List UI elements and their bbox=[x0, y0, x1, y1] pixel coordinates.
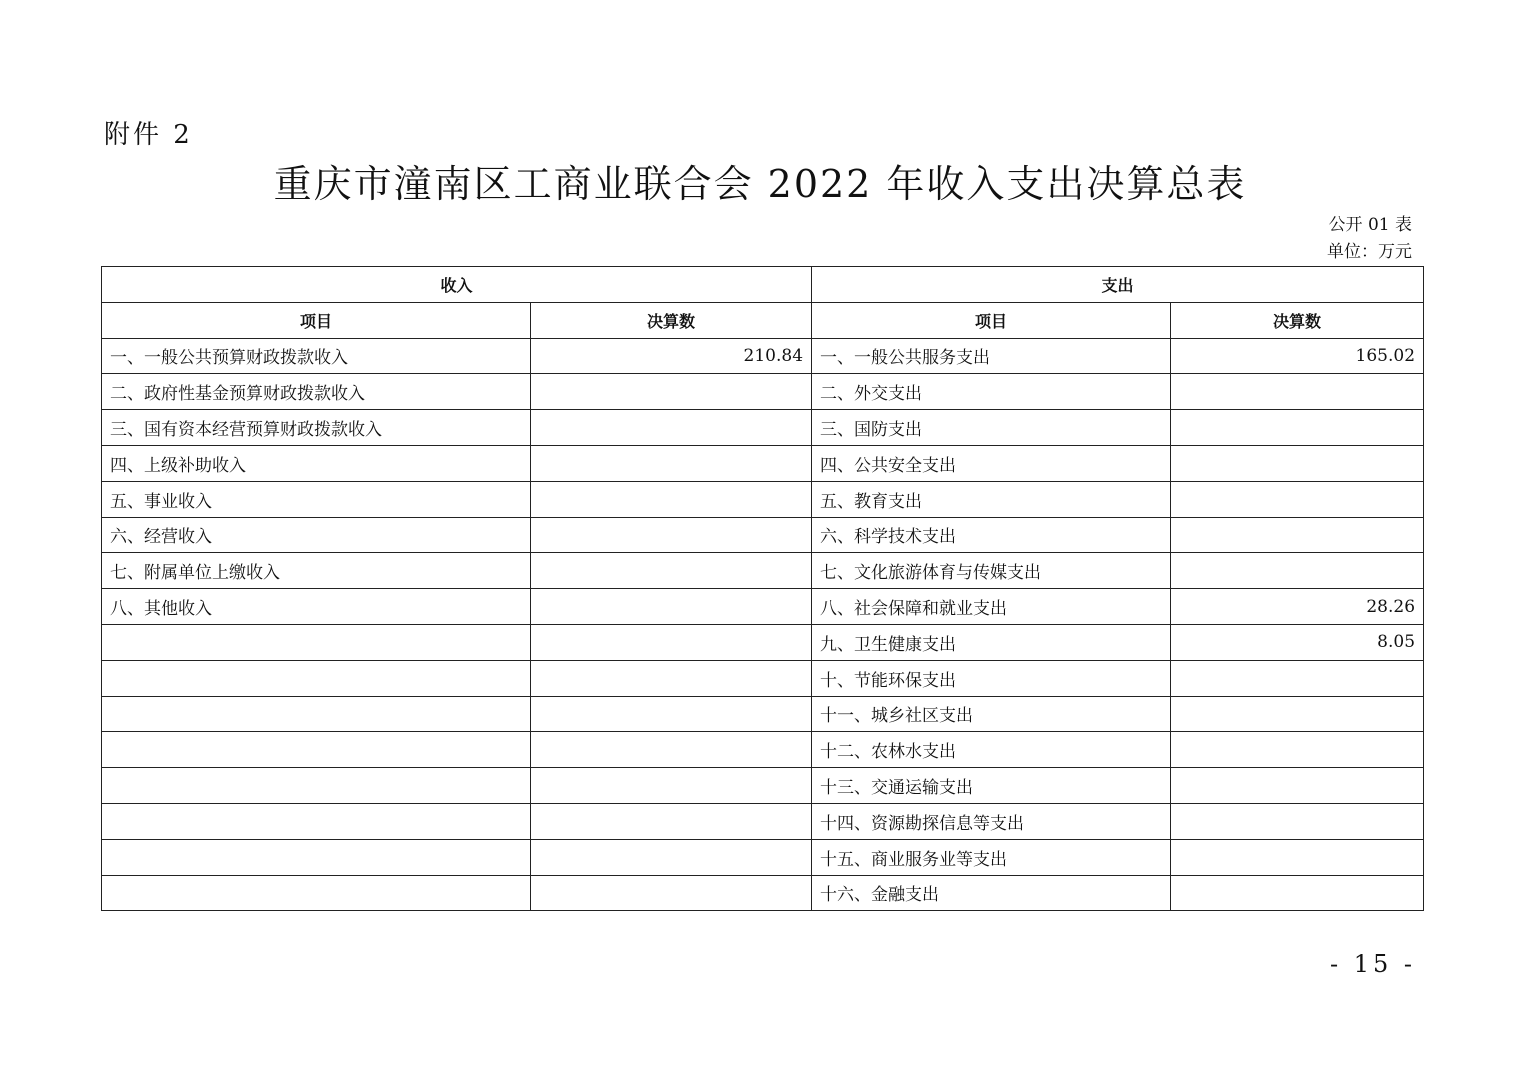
expense-item-cell: 七、文化旅游体育与传媒支出 bbox=[812, 553, 1171, 589]
expense-item-cell: 十二、农林水支出 bbox=[812, 732, 1171, 768]
page-title: 重庆市潼南区工商业联合会 2022 年收入支出决算总表 bbox=[273, 162, 1247, 206]
expense-amount-cell bbox=[1171, 732, 1424, 768]
table-row bbox=[102, 410, 1424, 446]
income-item-cell: 二、政府性基金预算财政拨款收入 bbox=[102, 374, 531, 410]
expense-item-cell: 四、公共安全支出 bbox=[812, 445, 1171, 481]
expense-amount-cell: 28.26 bbox=[1171, 589, 1424, 625]
expense-amount-cell bbox=[1171, 839, 1424, 875]
table-body bbox=[102, 338, 1424, 911]
budget-table bbox=[101, 266, 1424, 911]
income-amount-cell bbox=[531, 732, 812, 768]
expense-item-cell: 十三、交通运输支出 bbox=[812, 768, 1171, 804]
income-item-cell: 六、经营收入 bbox=[102, 517, 531, 553]
expense-item-cell: 一、一般公共服务支出 bbox=[812, 338, 1171, 374]
expense-amount-cell bbox=[1171, 445, 1424, 481]
income-item-cell bbox=[102, 803, 531, 839]
table-row bbox=[102, 517, 1424, 553]
income-item-cell bbox=[102, 732, 531, 768]
income-amount-cell bbox=[531, 624, 812, 660]
table-row bbox=[102, 445, 1424, 481]
income-item-cell bbox=[102, 768, 531, 804]
income-amount-cell bbox=[531, 839, 812, 875]
table-row bbox=[102, 696, 1424, 732]
income-amount-cell bbox=[531, 589, 812, 625]
income-item-cell bbox=[102, 624, 531, 660]
expense-item-cell: 五、教育支出 bbox=[812, 481, 1171, 517]
income-item-cell: 七、附属单位上缴收入 bbox=[102, 553, 531, 589]
expense-amount-cell bbox=[1171, 768, 1424, 804]
income-item-cell bbox=[102, 660, 531, 696]
unit-label: 单位：万元 bbox=[1327, 242, 1412, 262]
expense-amount-cell: 165.02 bbox=[1171, 338, 1424, 374]
income-amount-cell bbox=[531, 768, 812, 804]
income-item-cell: 三、国有资本经营预算财政拨款收入 bbox=[102, 410, 531, 446]
expense-item-cell: 九、卫生健康支出 bbox=[812, 624, 1171, 660]
expense-amount-cell bbox=[1171, 803, 1424, 839]
income-item-cell: 四、上级补助收入 bbox=[102, 445, 531, 481]
income-item-cell: 一、一般公共预算财政拨款收入 bbox=[102, 338, 531, 374]
income-amount-cell bbox=[531, 410, 812, 446]
income-item-cell bbox=[102, 875, 531, 911]
expense-amount-cell bbox=[1171, 875, 1424, 911]
expense-item-cell: 十四、资源勘探信息等支出 bbox=[812, 803, 1171, 839]
income-amount-cell: 210.84 bbox=[531, 338, 812, 374]
expense-item-cell: 六、科学技术支出 bbox=[812, 517, 1171, 553]
income-section-header: 收入 bbox=[102, 267, 812, 303]
expense-amount-cell: 8.05 bbox=[1171, 624, 1424, 660]
table-row bbox=[102, 803, 1424, 839]
expense-amount-cell bbox=[1171, 410, 1424, 446]
table-row bbox=[102, 839, 1424, 875]
income-amount-cell bbox=[531, 374, 812, 410]
income-amount-cell bbox=[531, 481, 812, 517]
section-header-row bbox=[102, 267, 1424, 303]
expense-amount-header: 决算数 bbox=[1171, 302, 1424, 338]
expense-amount-cell bbox=[1171, 660, 1424, 696]
table-row bbox=[102, 481, 1424, 517]
expense-item-cell: 八、社会保障和就业支出 bbox=[812, 589, 1171, 625]
expense-item-header: 项目 bbox=[812, 302, 1171, 338]
table-row bbox=[102, 589, 1424, 625]
page-number: - 15 - bbox=[1329, 950, 1416, 978]
expense-amount-cell bbox=[1171, 696, 1424, 732]
expense-amount-cell bbox=[1171, 517, 1424, 553]
income-amount-cell bbox=[531, 875, 812, 911]
income-amount-cell bbox=[531, 660, 812, 696]
column-header-row bbox=[102, 302, 1424, 338]
table-row bbox=[102, 338, 1424, 374]
expense-item-cell: 十六、金融支出 bbox=[812, 875, 1171, 911]
expense-section-header: 支出 bbox=[812, 267, 1424, 303]
attachment-label: 附件 2 bbox=[104, 120, 193, 150]
expense-item-cell: 二、外交支出 bbox=[812, 374, 1171, 410]
income-item-cell: 五、事业收入 bbox=[102, 481, 531, 517]
table-row bbox=[102, 768, 1424, 804]
income-item-header: 项目 bbox=[102, 302, 531, 338]
table-row bbox=[102, 624, 1424, 660]
income-amount-cell bbox=[531, 553, 812, 589]
income-amount-cell bbox=[531, 696, 812, 732]
income-item-cell: 八、其他收入 bbox=[102, 589, 531, 625]
expense-item-cell: 十、节能环保支出 bbox=[812, 660, 1171, 696]
expense-amount-cell bbox=[1171, 374, 1424, 410]
table-number: 公开 01 表 bbox=[1328, 215, 1412, 235]
expense-item-cell: 十一、城乡社区支出 bbox=[812, 696, 1171, 732]
income-amount-cell bbox=[531, 445, 812, 481]
table-row bbox=[102, 374, 1424, 410]
table-row bbox=[102, 875, 1424, 911]
table-row bbox=[102, 660, 1424, 696]
income-item-cell bbox=[102, 839, 531, 875]
table-row bbox=[102, 732, 1424, 768]
income-amount-header: 决算数 bbox=[531, 302, 812, 338]
table-row bbox=[102, 553, 1424, 589]
income-amount-cell bbox=[531, 803, 812, 839]
income-amount-cell bbox=[531, 517, 812, 553]
expense-item-cell: 十五、商业服务业等支出 bbox=[812, 839, 1171, 875]
expense-amount-cell bbox=[1171, 553, 1424, 589]
expense-amount-cell bbox=[1171, 481, 1424, 517]
income-item-cell bbox=[102, 696, 531, 732]
expense-item-cell: 三、国防支出 bbox=[812, 410, 1171, 446]
